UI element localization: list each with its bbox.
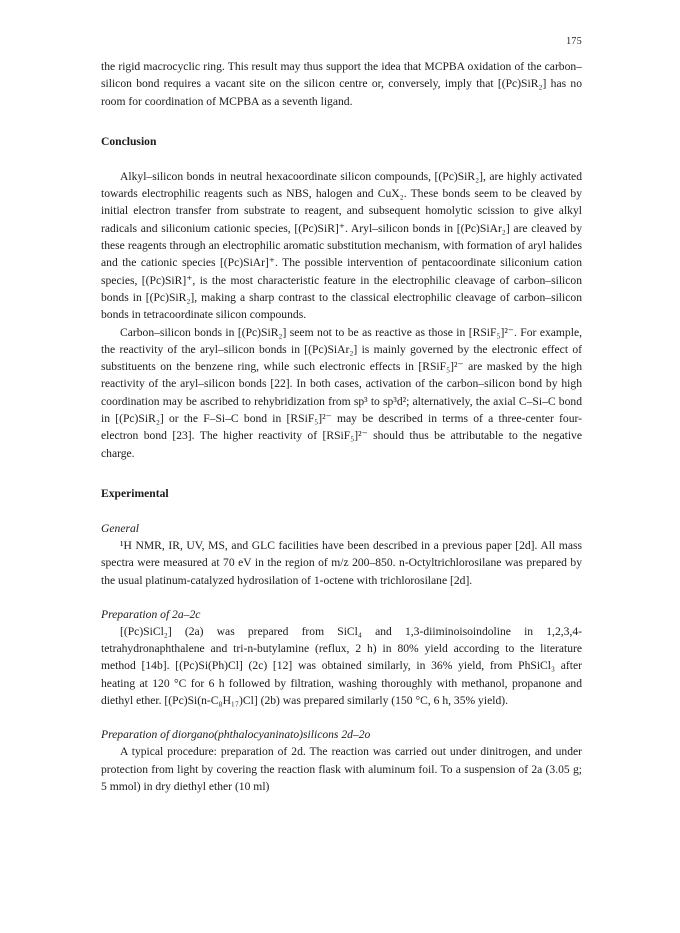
experimental-heading: Experimental bbox=[101, 486, 169, 500]
prep-2d-2o-subheading: Preparation of diorgano(phthalocyaninato)silicons 2d–2o bbox=[101, 728, 371, 742]
prep-2a-2c-subheading: Preparation of 2a–2c bbox=[101, 607, 201, 621]
prep-2a-2c-paragraph: [(Pc)SiCl₂] (2a) was prepared from SiCl₄ and 1,3-diiminoisoindoline in 1,2,3,4-tetrahydronaphthalene and tri-n-butylamine (reflux, 2 h) in 80% yield according to the literature method [14b]. [(Pc)Si(Ph)Cl] (2c) [12] was obtained similarly, in 36% yield, from PhSiCl₃ after heating at 120 °C for 6 h followed by filtration, washing thoroughly with methanol, propanone and diethyl ether. [(Pc)Si(n-C₈H₁₇)Cl] (2b) was prepared similarly (150 °C, 6 h, 35% yield). bbox=[101, 624, 582, 708]
conclusion-paragraph-1: Alkyl–silicon bonds in neutral hexacoordinate silicon compounds, [(Pc)SiR₂], are highly activated towards electrophilic reagents such as NBS, halogen and CuX₂. These bonds seem to be cleaved by initial electron transfer from substrate to reagent, and subsequent homolytic scission to give alkyl radicals and siliconium cationic species, [(Pc)SiR]⁺. Aryl–silicon bonds in [(Pc)SiAr₂] are cleaved by these reagents through an electrophilic aromatic substitution mechanism, with formation of aryl halides and the cationic species [(Pc)SiAr]⁺. The possible intervention of pentacoordinate siliconium cation species, [(Pc)SiR]⁺, is the most characteristic feature in the electrophilic cleavage of carbon–silicon bonds in [(Pc)SiR₂], making a sharp contrast to the classical electrophilic cleavage of carbon–silicon bonds in tetracoordinate silicon compounds. bbox=[101, 169, 582, 322]
page-number: 175 bbox=[566, 36, 582, 47]
conclusion-heading: Conclusion bbox=[101, 134, 157, 148]
prep-2d-2o-paragraph: A typical procedure: preparation of 2d. The reaction was carried out under dinitrogen, and under protection from light by covering the reaction flask with aluminum foil. To a suspension of 2a (3.05 g; 5 mmol) in dry diethyl ether (10 ml) bbox=[101, 745, 582, 793]
intro-paragraph: the rigid macrocyclic ring. This result may thus support the idea that MCPBA oxidation of the carbon–silicon bond requires a vacant site on the silicon centre or, conversely, imply that [(Pc)SiR₂] has no room for coordination of MCPBA as a seventh ligand. bbox=[101, 60, 582, 108]
general-subheading: General bbox=[101, 521, 139, 535]
conclusion-paragraph-2: Carbon–silicon bonds in [(Pc)SiR₂] seem not to be as reactive as those in [RSiF₅]²⁻. For example, the reactivity of the aryl–silicon bonds in [(Pc)SiAr₂] is mainly governed by the electronic effect of substituents on the benzene ring, while such electronic effects in [RSiF₅]²⁻ are masked by the high reactivity of the aryl–silicon bonds [22]. In both cases, activation of the carbon–silicon bond by high coordination may be ascribed to rehybridization from sp³ to sp³d²; alternatively, the axial C–Si–C bond in [(Pc)SiR₂] or the F–Si–C bond in [RSiF₅]²⁻ may be described in terms of a three-center four-electron bond [23]. The higher reactivity of [RSiF₅]²⁻ should thus be attributable to the negative charge. bbox=[101, 325, 582, 460]
page-body bbox=[101, 58, 582, 795]
general-paragraph: ¹H NMR, IR, UV, MS, and GLC facilities have been described in a previous paper [2d]. All mass spectra were measured at 70 eV in the region of m/z 200–850. n-Octyltrichlorosilane was prepared by the usual platinum-catalyzed hydrosilation of 1-octene with trichlorosilane [2d]. bbox=[101, 538, 582, 587]
